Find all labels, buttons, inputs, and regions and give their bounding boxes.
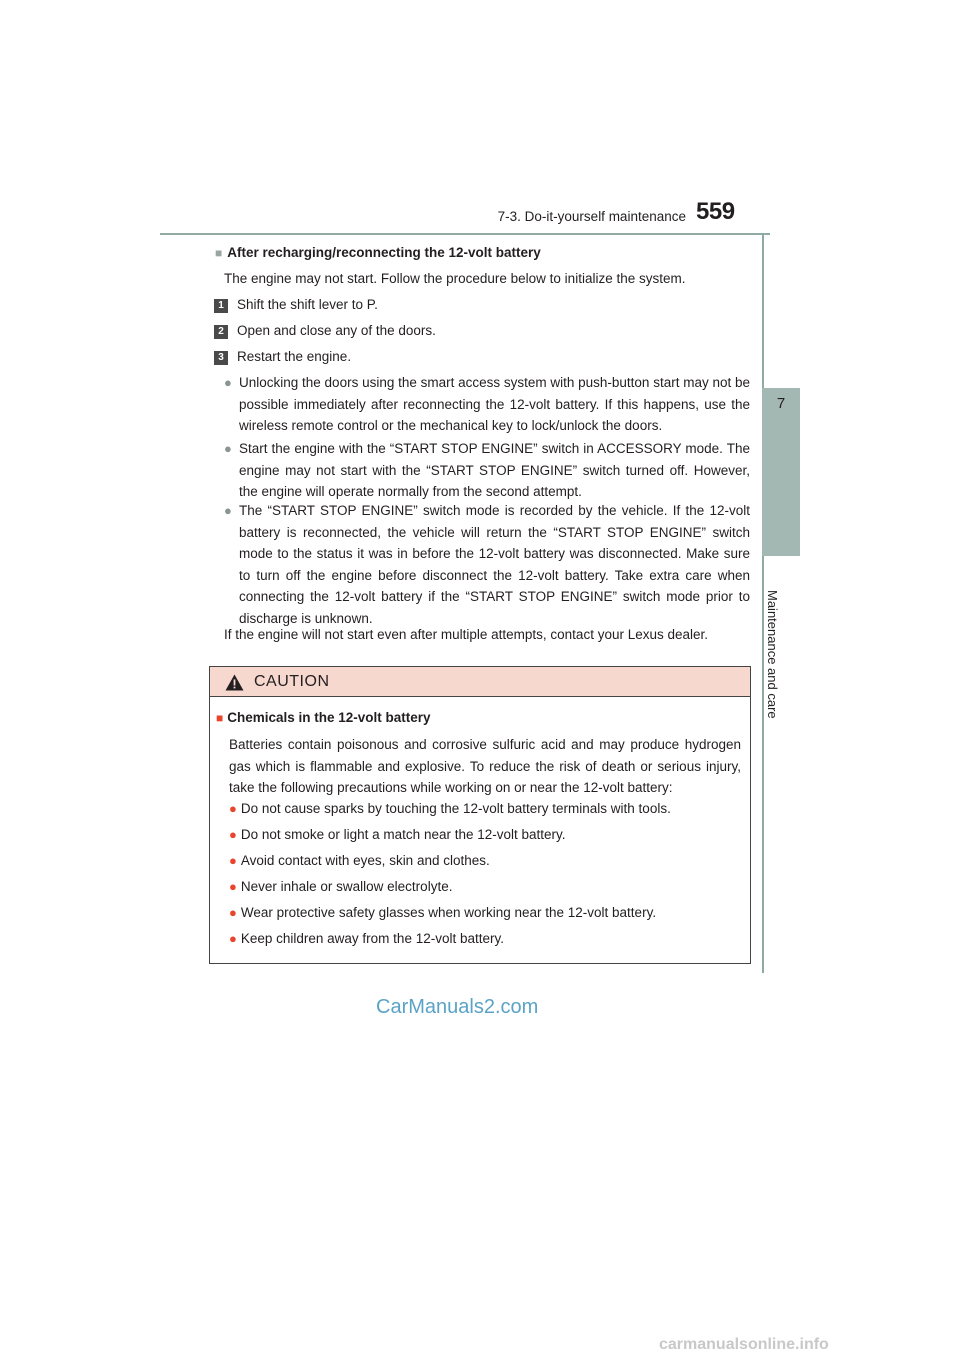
caution-paragraph: Batteries contain poisonous and corrosive sulfuric acid and may produce hydrogen gas which is flammable and explosive. To reduce the risk of death or serious injury, take the following precautions while working on or near the 12-volt battery: <box>229 737 741 795</box>
bullet-icon: ● <box>224 375 232 390</box>
bullet-icon: ● <box>229 931 237 946</box>
caution-box <box>209 666 751 964</box>
chapter-number: 7 <box>776 395 786 412</box>
bullet-icon: ● <box>229 879 237 894</box>
bullet-icon: ● <box>229 827 237 842</box>
step-number: 1 <box>214 299 228 313</box>
caution-title <box>216 710 431 725</box>
caution-header <box>210 667 750 697</box>
square-bullet-icon: ■ <box>215 246 223 260</box>
caution-item-text: Wear protective safety glasses when working near the 12-volt battery. <box>240 905 657 920</box>
caution-item <box>229 799 671 819</box>
bullet-item <box>224 438 750 503</box>
step-number: 3 <box>214 351 228 365</box>
bullet-icon: ● <box>229 853 237 868</box>
bullet-item <box>224 372 750 437</box>
section-title-text: After recharging/reconnecting the 12-volt battery <box>227 245 541 260</box>
chapter-tab <box>762 388 800 556</box>
step-item <box>214 346 351 368</box>
side-divider <box>762 233 764 973</box>
step-item <box>214 320 436 342</box>
bullet-text: Start the engine with the “START STOP ENGINE” switch in ACCESSORY mode. The engine may not start with the “START STOP ENGINE” switch turned off. However, the engine will operate normally from the second attempt. <box>239 441 750 499</box>
caution-item-text: Never inhale or swallow electrolyte. <box>240 879 453 894</box>
step-item <box>214 294 378 316</box>
caution-item <box>229 825 566 845</box>
square-bullet-icon: ■ <box>216 711 224 725</box>
chapter-label: Maintenance and care <box>765 590 780 719</box>
bullet-icon: ● <box>229 905 237 920</box>
caution-item-text: Do not cause sparks by touching the 12-volt battery terminals with tools. <box>240 801 671 816</box>
caution-item-text: Keep children away from the 12-volt battery. <box>240 931 504 946</box>
step-text: Restart the engine. <box>237 349 352 364</box>
watermark-link[interactable]: CarManuals2.com <box>376 996 539 1018</box>
step-text: Shift the shift lever to P. <box>237 297 378 312</box>
caution-item <box>229 851 490 871</box>
bullet-item <box>224 500 750 629</box>
bullet-text: Unlocking the doors using the smart access system with push-button start may not be possible immediately after reconnecting the 12-volt battery. If this happens, use the wireless remote control or the mechanical key to lock/unlock the doors. <box>239 375 750 433</box>
step-number: 2 <box>214 325 228 339</box>
intro-text: The engine may not start. Follow the procedure below to initialize the system. <box>224 271 686 286</box>
caution-item <box>229 903 656 923</box>
closing-text: If the engine will not start even after multiple attempts, contact your Lexus dealer. <box>224 627 709 642</box>
bullet-icon: ● <box>224 503 232 518</box>
caution-item <box>229 929 504 949</box>
page-number: 559 <box>696 198 735 225</box>
caution-item-text: Avoid contact with eyes, skin and clothes. <box>240 853 490 868</box>
section-header: 7-3. Do-it-yourself maintenance <box>497 209 686 224</box>
watermark-footer: carmanualsonline.info <box>659 1336 829 1353</box>
bullet-icon: ● <box>224 441 232 456</box>
caution-item-text: Do not smoke or light a match near the 12-volt battery. <box>240 827 566 842</box>
bullet-text: The “START STOP ENGINE” switch mode is recorded by the vehicle. If the 12-volt battery is reconnected, the vehicle will return the “START STOP ENGINE” switch mode to the status it was in before the 12-volt battery was disconnected. Make sure to turn off the engine before disconnect the 12-volt battery. Take extra care when connecting the 12-volt battery if the “START STOP ENGINE” switch mode prior to discharge is unknown. <box>239 503 750 626</box>
section-title <box>215 245 541 260</box>
caution-item <box>229 877 452 897</box>
bullet-icon: ● <box>229 801 237 816</box>
step-text: Open and close any of the doors. <box>237 323 436 338</box>
caution-title-text: Chemicals in the 12-volt battery <box>227 710 431 725</box>
header-divider <box>160 233 770 235</box>
caution-label: CAUTION <box>254 673 330 690</box>
warning-icon <box>225 674 244 691</box>
